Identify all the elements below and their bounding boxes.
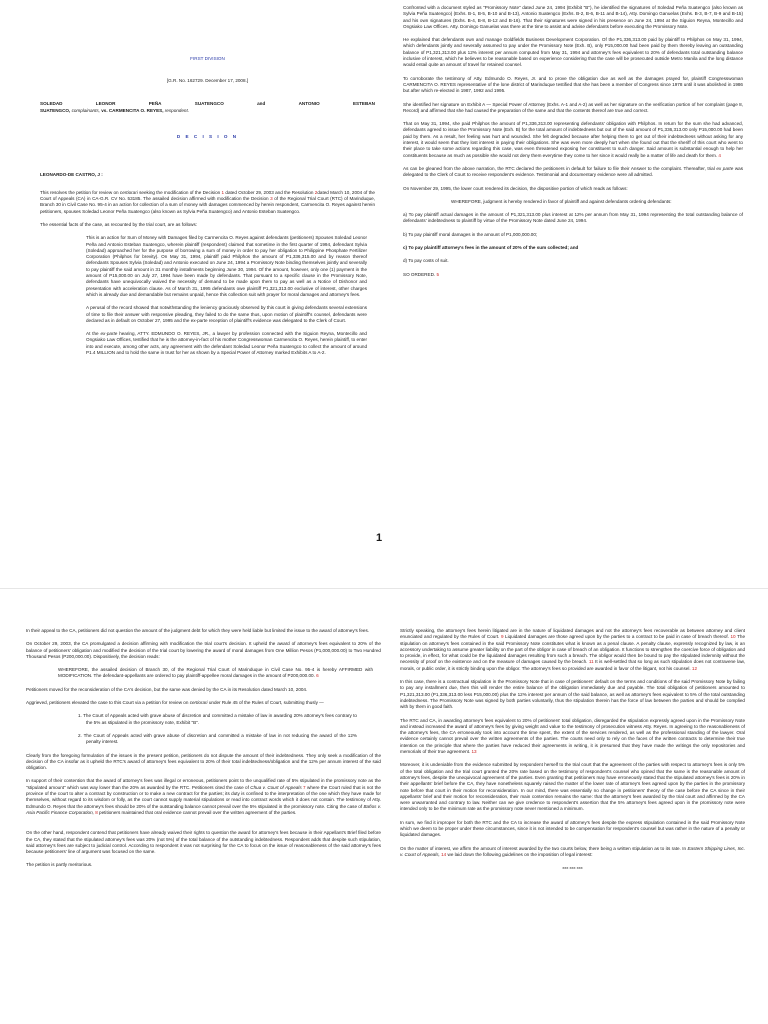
- ponente: LEONARDO-DE CASTRO, J :: [40, 172, 103, 178]
- paragraph: Strictly speaking, the attorney's fees herein litigated are in the nature of liquidated damages and not the attorney's fees recoverable as between attorney and client enunciated and regulated by the Rules of Court. 9 Liquidated damages are those agreed upon by the parties to a contract to be paid in case of breach thereof. 10 The stipulation on attorney's fees contained in the said Promissory Note constitutes what is known as a penal clause. A penalty clause, expressly recognized by law, is an accessory undertaking to assume greater liability on the part of the obligor in case of breach of an obligation. It functions to strengthen the coercive force of obligation and to provide, in effect, for what could be the liquidated damages resulting from such a breach. The obligor would then be bound to pay the stipulated indemnity without the necessity of proof on the existence and on the measure of damages caused by the breach. 11 It is well-settled that so long as such stipulation does not contravene law, morals, or public order, it is strictly binding upon the obligor. The attorney's fees so provided are awarded in favor of the litigant, not his counsel. 12: [400, 628, 745, 671]
- block-quote: b) To pay plaintiff moral damages in the amount of P1,000,000.00;: [403, 231, 538, 237]
- paragraph: In sum, we find it improper for both the RTC and the CA to increase the award of attorney's fees despite the express stipulation contained in the said Promissory Note which we deem to be proper under these circumstances, since it is not intended to be compensation for respondent's counsel but was rather in the nature of a penalty or liquidated damages.: [400, 819, 745, 838]
- page2-right-column: [400, 628, 745, 879]
- paragraph: Moreover, it is undeniable from the evidence submitted by respondent herself to the trial court that the agreement of the parties with respect to attorney's fees is only 5% of the total obligation and the trial court granted the 20% rate based on the testimony of respondent's counsel who opined that the same is the reasonable amount of attorney's fees, despite the unequivocal agreement of the parties. Even granting that petitioners may have erroneously stated that the stipulated attorney's fees is 20% in their appellants' brief before the CA, they have nonetheless squarely raised the matter of the lower rate of attorney's fees agreed upon by the parties in the promissory note before that court in their motion for reconsideration. In our mind, there was essentially no change in petitioners' theory of the case before the CA since in their appellants' brief and their motion for reconsideration, their main contention remains the same: that the attorney's fees awarded by the trial court and affirmed by the CA were unwarranted and contrary to law. Neither can we give credence to respondent's assertion that the 5% attorney's fees agreed upon in the promissory note were intended only to be the minimum rate as the promissory note never mentioned a minimum.: [400, 762, 745, 812]
- issue-item: 2. The Court of Appeals acted with grave abuse of discretion and committed a mistake of law in not reducing the award of the 12% penalty interest.: [78, 732, 357, 745]
- party-word: SUATENGCO: [194, 100, 224, 106]
- block-quote: A perusal of the record showed that notwithstanding the leniency graciously observed by this court in giving defendants several extensions of time to file their answer with responsive pleading, they failed to do the same thus, upon motion of plaintiff's counsel, defendants were declared as in default on October 27, 1995 and the ex-parte reception of plaintiff's evidence was delegated to the Clerk of Court.: [86, 305, 367, 323]
- footnote-ref[interactable]: 7: [301, 784, 306, 790]
- so-ordered: SO ORDERED. 5: [403, 271, 439, 277]
- block-quote: a) To pay plaintiff actual damages in the amount of P1,321,313.00 plus interest at 12% per annum from May 31, 1994 representing the total outstanding balance of defendants' indebtedness to plaintiff by virtue of the Promissory Note dated June 24, 1994.: [403, 212, 743, 224]
- paragraph: On the matter of interest, we affirm the amount of interest awarded by the two courts below, there being a written stipulation as to its rate. In Eastern Shipping Lines, Inc. v. Court of Appeals, 14 we laid down the following guidelines on the imposition of legal interest:: [400, 845, 745, 857]
- block-quote: To corroborate the testimony of Atty. Edmundo O. Reyes, Jr. and to prove the obligation due as well as the damages prayed for, plaintiff Congresswoman CARMENCITA O. REYES representative of the lone district of Marinduque testified that she has been a member of Congress since 1978 until it was abolished in 1986 but after which re-elected in 1987, 1992 and 1995.: [403, 75, 743, 94]
- party-word: and: [257, 100, 266, 106]
- paragraph: This resolves the petition for review on certiorari seeking the modification of the Decision 1 dated October 29, 2003 and the Resolution 2dated March 10, 2004 of the Court of Appeals (CA) in CA-G.R. CV No. 53185. The assailed decision affirmed with modification the Decision 3 of the Regional Trial Court (RTC) of Marinduque, Branch 30 in Civil Case No. 95-4 in an action for collection of a sum of money with damages commenced by herein respondent, Carmencita O. Reyes against herein petitioners, spouses Soledad Leonor Peña Suatengco (also known as Sylvia Peña Suatengco) and Antonio Esteban Suatengco.: [40, 189, 376, 214]
- paragraph: In support of their contention that the award of attorney's fees was illegal or erroneous, petitioners point to the unqualified rate of 5% stipulated in the promissory note as the "stipulated amount" which was way lower than the 20% as awarded by the RTC. Petitioners cited the case of Chua v. Court of Appeals 7 where the Court ruled that is not the province of the court to alter a contract by construction or to make a new contract for the parties; its duty is confined to the interpretation of the one which they have made for themselves, without regard to its wisdom or folly, as the court cannot supply material stipulations or read into contract words which it does not contain. The testimony of Atty. Edmundo O. Reyes that the attorney's fees should be 20% of the outstanding balance cannot prevail over the 5% stipulated in the promissory note. Citing the case of Baños v. Asia Pacific Finance Corporation, 8 petitioners maintained that oral evidence cannot prevail over the written agreement of the parties.: [26, 778, 381, 815]
- footnote-ref[interactable]: 6: [316, 673, 319, 679]
- paragraph: Aggrieved, petitioners elevated the case to this Court via a petition for review on certiorari under Rule 45 of the Rules of Court, submitting thusly —: [26, 700, 324, 706]
- block-quote: That on May 31, 1994, she paid Philphos the amount of P1,336,313.00 representing defendants' obligation with Philphos. In return for the sum she had advanced, defendants agreed to issue the Promissory Note (Exh. B) for the total amount of indebtedness but out of the said amount of P1,336,313.00 only P15,000.00 had been paid by them. As a result, her feeling was hurt and wounded. She felt degraded because after helping them to get out of their indebtedness without asking for any interest, it would seem that they lost interest in paying their obligations. She was even more deeply hurt when she found out that the sheriff of this court who went to their place to take some actions regarding this case, was even threatened exposing her constituent to such danger. Said amount is substantial enough to help her constituents because as much as possible she would not deny them everytime they come to her since it would really be a matter of life and death for them. 4: [403, 121, 743, 158]
- footnote-ref[interactable]: 1: [221, 189, 225, 195]
- footnote-ref[interactable]: 4: [718, 152, 721, 158]
- paragraph: Petitioners moved for the reconsideration of the CA's decision, but the same was denied by the CA in its Resolution dated March 10, 2004.: [26, 686, 308, 692]
- footnote-ref[interactable]: 5: [436, 271, 439, 277]
- page-number: 1: [376, 532, 383, 544]
- block-quote: c) To pay plaintiff attorney's fees in the amount of 20% of the sum collected; and: [403, 245, 579, 251]
- paragraph: In this case, there is a contractual stipulation in the Promissory Note that in case of petitioners' default on the terms and conditions of the said Promissory Note by failing to pay any installment due, then this will render the entire balance of the obligation immediately due and payable. The total obligation of petitioners amounted to P1,321,313.00 (P1,336,313.00 less P15,000.00) plus the 12% interest per annum of the said balance, as well as attorney's fees equivalent to 5% of the total outstanding indebtedness. The Promissory Note was signed by both parties voluntarily, thus the stipulation therein has the force of law between the parties and should be complied with by them in good faith.: [400, 679, 745, 710]
- block-quote: At the ex-parte hearing, ATTY. EDMUNDO O. REYES, JR., a lawyer by profession connected with the Siguion Reyna, Montecillo and Ongsiako Law Offices, testified that he is the attorney-in-fact of his mother Congresswoman Carmencita O. Reyes, herein plaintiff, to enter into and execute, among other acts, any agreement with the defendant Soledad Leonor Peña Suatengco to collect the amount of around P1.4 MILLION and to hold the same in trust for her as shown by a Special Power of Attorney marked Exhibits A to A-2.: [86, 331, 367, 356]
- footnote-ref[interactable]: 13: [471, 749, 477, 755]
- block-quote: He explained that defendants own and manage Goldfields Business Development Corporation. Of the P1,336,313.00 paid by plaintiff to Philphos on May 31, 1994, which defendants jointly and severally assumed to pay under the Promissory Note (Exh. B), only P15,000.00 had been paid by them thereby leaving an outstanding balance of P1,321,313.00 plus 12% interest per annum computed from May 31, 1994 and attorney's fees equivalent to 20% of defendants total outstanding balance inclusive of interest, which he believes to be reasonable based on experience considering that the case will be prosecuted outside Metro Manila and the long distance would entail quite an amount of travel for retained counsel.: [403, 37, 743, 68]
- page1-left-column: [40, 56, 375, 363]
- paragraph: As can be gleaned from the above narration, the RTC declared the petitioners in default for failure to file their Answer to the complaint. Thereafter, trial ex parte was delegated to the Clerk of Court to receive respondent's evidence. Testimonial and documentary evidence were all admitted.: [403, 165, 743, 178]
- page2-left-column: [26, 628, 381, 876]
- footnote-ref[interactable]: 8: [93, 809, 98, 815]
- issue-item: 1. The Court of Appeals acted with grave abuse of discretion and committed a mistake of law in awarding 20% attorney's fees contrary to the 5% as stipulated in the promissory note, Exhibit "B".: [78, 713, 357, 725]
- footnote-ref[interactable]: 9: [500, 634, 504, 640]
- block-quote: d) To pay costs of suit.: [403, 258, 449, 264]
- paragraph: The RTC and CA, in awarding attorney's fees equivalent to 20% of petitioners' total obligation, disregarded the stipulation expressly agreed upon in the Promissory Note and instead increased the award of attorney's fees by giving weight and value to the testimony of prosecution witness Atty. Reyes. In agreeing to the reasonableness of the attorney's fees, the CA erroneously took into account the time spent, the extent of the services rendered, as well as the professional standing of the lawyer. Oral evidence certainly cannot prevail over the written agreements of the parties. The courts need only to rely on the faces of the written contracts to determine their true intention on the principle that where the parties have reduced their agreements in writing, it is presumed that they have made the writings the only repositories and memorials of their true agreement. 13: [400, 717, 745, 755]
- division-label: FIRST DIVISION: [190, 56, 225, 61]
- decision-heading: D E C I S I O N: [176, 134, 239, 140]
- parties-line-1: [40, 101, 375, 107]
- ellipsis-marker: xxx xxx xxx: [562, 865, 583, 871]
- party-word: ESTEBAN: [352, 100, 375, 106]
- block-quote: Confronted with a document styled as "Promissory Note" dated June 24, 1994 (Exhibit "B"), he identified the signatures of Soledad Peña Suatengco (also known as Sylvia Peña Suatengco) (Exhs. B-1, B-5, B-10 and B-13), Antonio Suatengco (Exhs. B-2, B-6, B-11 and B-14), Atty. Domingo Ganuelas (Exhs. B-3, B-7, B-9 and B-15) and his own signatures (Exhs. B-4, B-8, B-12 and B-16). That their signatures were signed in his presence on June 24, 1994 at the Siguion Reyna, Montecillo and Ongsiako Law Offices. Atty. Domingo Ganuelas was there at the time to assist and advise defendants before executing the Promissory Note.: [403, 5, 743, 29]
- paragraph: On the other hand, respondent contend that petitioners have already waived their rights to question the award for attorney's fees because in their Appellant's Brief filed before the CA, they stated that the stipulated attorney's fees was 20% (not 5%) of the total balance of the outstanding indebtedness. Respondent adds that despite such stipulation, said attorney's fees are subject to judicial control. According to respondent it was not surprising for the CA to focus on the issue of reasonableness of the said attorney's fees because petitioners' line of argument was focused on the same.: [26, 830, 381, 855]
- page-divider: [0, 588, 768, 589]
- block-quote: This is an action for Sum of Money with Damages filed by Carmencita O. Reyes against defendants (petitioners) Spouses Soledad Leonor Peña and Antonio Esteban Suatengco, wherein plaintiff (respondent) claimed that sometime in the first quarter of 1994, defendant Sylvia (Soledad) approached her for the purpose of borrowing a sum of money in order to pay her obligation to Philippine Phosphate Fertilizer Corporation (Philphos for brevity). On May 31, 1994, plaintiff paid Philphos the amount of P1,336,315.00 and by reason thereof defendants Spouses Sylvia (Soledad) and Antonio executed on June 24, 1994 a Promissory Note binding themselves jointly and severally to pay plaintiff the said amount in 31 monthly installments beginning June 30, 1994. Of the amount, however, only one (1) payment in the amount of P15,000.00 on July 27, 1994 have been made by defendants. That pursuant to a specific clause in the Promissory Note, defendants have unequivocally waived the necessity of demand to be made upon them to pay as well as a Notice of Dishonor and presentation with acceleration clause. As of March 31, 1995 defendants owe plaintiff P1,321,313.00 exclusive of interest, other charges which is already due and demandable but remains unpaid, hence this collection suit with prayer for moral damages and attorney's fees.: [86, 235, 367, 297]
- party-word: ANTONIO: [298, 100, 320, 106]
- paragraph: In their appeal to the CA, petitioners did not question the amount of the judgment debt for which they were held liable but limited the issue to the award of attorney's fees.: [26, 628, 370, 633]
- footnote-ref[interactable]: 3: [270, 196, 273, 202]
- party-word: LEONOR: [95, 100, 116, 106]
- block-quote: WHEREFORE, judgment is hereby rendered in favor of plaintiff and against defendants ordering defendants:: [451, 198, 672, 204]
- parties-line-2: SUATENGCO, complainants, vs. CARMENCITA O. REYES, respondent.: [40, 107, 190, 113]
- case-number: [G.R. No. 162729. December 17, 2008.]: [166, 78, 249, 84]
- paragraph: The petition is partly meritorious.: [26, 862, 93, 868]
- footnote-ref[interactable]: 2: [314, 189, 318, 195]
- paragraph: Clearly from the foregoing formulation of the issues in the present petition, petitioners do not dispute the amount of their indebtedness. They only seek a modification of the decision of the CA insofar as it upheld the RTC's award of attorney's fees equivalent to 20% of their total indebtedness/obligation and the 12% per annum interest of the said obligation.: [26, 752, 381, 771]
- page1-right-column: [403, 5, 743, 285]
- footnote-ref[interactable]: 12: [691, 665, 698, 671]
- paragraph: On November 29, 1995, the lower court rendered its decision, the dispositive portion of which reads as follows:: [403, 185, 628, 191]
- party-word: SOLEDAD: [40, 100, 63, 106]
- footnote-ref[interactable]: 10: [730, 634, 736, 640]
- footnote-ref[interactable]: 14: [439, 851, 447, 857]
- party-word: PEÑA: [148, 100, 162, 106]
- footnote-ref[interactable]: 11: [588, 659, 594, 665]
- paragraph: On October 29, 2003, the CA promulgated a decision affirming with modification the trial court's decision. It upheld the award of attorney's fees equivalent to 20% of the balance of petitioners' obligation and modified the decision of the trial court by lowering the award of moral damages from One Million Pesos (P1,000,000.00) to Two Hundred Thousand Pesos (P200,000.00). Dispositively, the decision reads:: [26, 641, 381, 659]
- paragraph: The essential facts of the case, as recounted by the trial court, are as follows:: [40, 221, 198, 227]
- block-quote: WHEREFORE, the assailed decision of Branch 30, of the Regional Trial Court of Marinduque in Civil Case No. 95-4 is hereby AFFIRMED with MODIFICATION. The defendant-appellants are ordered to pay plaintiff-appellee moral damages in the amount of P200,000.00. 6: [58, 667, 373, 679]
- block-quote: She identified her signature on Exhibit A — Special Power of Attorney (Exhs. A-1 and A-2) as well as her signature on the verification portion of her complaint (page 8, Record) and affirmed that she had caused the preparation of the same and that the contents thereof are true and correct.: [403, 101, 743, 113]
